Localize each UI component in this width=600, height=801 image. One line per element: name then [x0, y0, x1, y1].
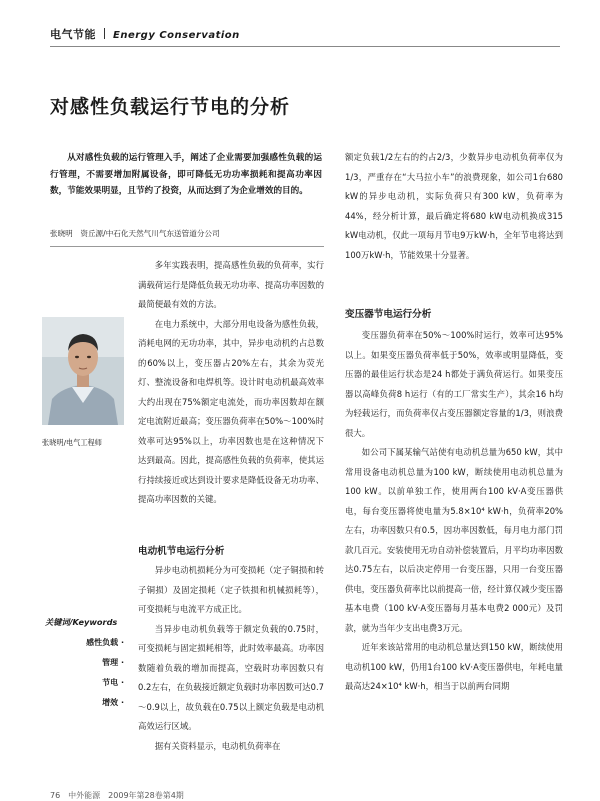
keyword: 感性负载 ·	[86, 638, 124, 647]
transformer-section-text	[345, 326, 563, 697]
article-title: 对感性负载运行节电的分析	[50, 96, 291, 118]
keywords-title: 关键词/Keywords	[45, 617, 118, 627]
abstract: 从对感性负载的运行管理入手，阐述了企业需要加强感性负载的运行管理，不需要增加附属设备，即可降低无功功率损耗和提高功率因数，节能效果明显，且节约了投资，从而达到了为企业增效的目的。	[50, 153, 322, 197]
author-photo	[42, 317, 124, 425]
author-line: 张晓明 资丘源/中石化天然气川气东送管道分公司	[50, 229, 220, 238]
paragraph: 当异步电动机负载等于额定负载的0.75时，可变损耗与固定损耗相等，此时效率最高。功率因数随着负载的增加而提高，空载时功率因数只有0.2左右，在负载接近额定负载时功率因数可达0.7～0.9以上，故负载在0.75以上额定负载是电动机高效运行区域。	[138, 623, 324, 731]
paragraph: 变压器负荷率在50%～100%时运行，效率可达95%以上。如果变压器负荷率低于50%，效率或明显降低，变压器的最佳运行状态是24 h都处于满负荷运行。如果变压器以高峰负荷8 h运行（有的工厂常实生产），其余16 h均为轻载运行，而负荷率仅占变压器额定容量的1/3，则浪费很大。	[345, 330, 563, 438]
keyword: 节电 ·	[102, 678, 124, 687]
header-section-en: Energy Conservation	[113, 30, 240, 41]
paragraph: 在电力系统中，大部分用电设备为感性负载，消耗电网的无功功率，其中，异步电动机约占总数的60%以上，变压器占20%左右，其余为荧光灯、整流设备和电焊机等。设计时电动机最高效率大约出现在75%额定电流处，而功率因数却在额定电流附近最高；变压器负荷率在50%～100%时效率可达95%以上，功率因数也是在这种情况下达到最高。因此，提高感性负载的负荷率，使其运行持续接近或达到设计要求是降低设备无功功率、提高功率因数的关键。	[138, 318, 324, 504]
paragraph: 异步电动机损耗分为可变损耗（定子铜损和转子铜损）及固定损耗（定子铁损和机械损耗等），可变损耗与电流平方成正比。	[138, 565, 324, 614]
header-rule	[50, 46, 560, 47]
abstract-divider	[50, 246, 324, 247]
header-divider	[104, 28, 105, 39]
motor-section-text	[138, 561, 324, 756]
section-heading-transformer: 变压器节电运行分析	[345, 309, 432, 320]
keywords-list	[50, 633, 130, 713]
paragraph: 额定负载1/2左右的约占2/3，少数异步电动机负荷率仅为1/3，严重存在“大马拉小车”的浪费现象，如公司1台680 kW的异步电动机，实际负荷只有300 kW，负荷率为44%，经分析计算，最后确定将680 kW电动机换成315 kW电动机，仅此一项每月节电9万kW·h，全年节电将达到100万kW·h，节能效果十分显著。	[345, 152, 563, 260]
right-column-text	[345, 148, 563, 265]
page-footer: 76 中外能源 2009年第28卷第4期	[50, 791, 184, 800]
section-heading-motor: 电动机节电运行分析	[138, 546, 225, 557]
header-section-cn: 电气节能	[50, 28, 96, 41]
author-portrait-image	[42, 317, 124, 425]
page-header	[50, 26, 240, 42]
paragraph: 如公司下属某输气站使有电动机总量为650 kW，其中常用设备电动机总量为100 kW，断续使用电动机总量为100 kW。以前单独工作，使用两台100 kV·A变压器供电，每台变压器将使电量为5.8×10⁴ kW·h，负荷率20%左右，功率因数只有0.5，因功率因数低，每月电力部门罚款几百元。安装使用无功自动补偿装置后，月平均功率因数达0.75左右，以后决定停用一台变压器，只用一台变压器供电，变压器负荷率比以前提高一倍，经计算仅减少变压器基本电费（100 kV·A变压器每月基本电费2 000元）及罚款，就为当年少支出电费3万元。	[345, 447, 563, 633]
keyword: 增效 ·	[102, 698, 124, 707]
photo-caption: 张晓明/电气工程师	[42, 438, 102, 447]
paragraph: 近年来该站常用的电动机总量达到150 kW，断续使用电动机100 kW，仍用1台100 kV·A变压器供电，年耗电量最高达24×10⁴ kW·h，相当于以前两台同期	[345, 642, 563, 691]
paragraph: 据有关资料显示，电动机负荷率在	[154, 740, 281, 751]
paragraph: 多年实践表明，提高感性负载的负荷率，实行满载荷运行是降低负载无功功率、提高功率因数的最简便最有效的方法。	[138, 260, 324, 309]
keyword: 管理 ·	[102, 658, 124, 667]
intro-text	[138, 256, 324, 510]
